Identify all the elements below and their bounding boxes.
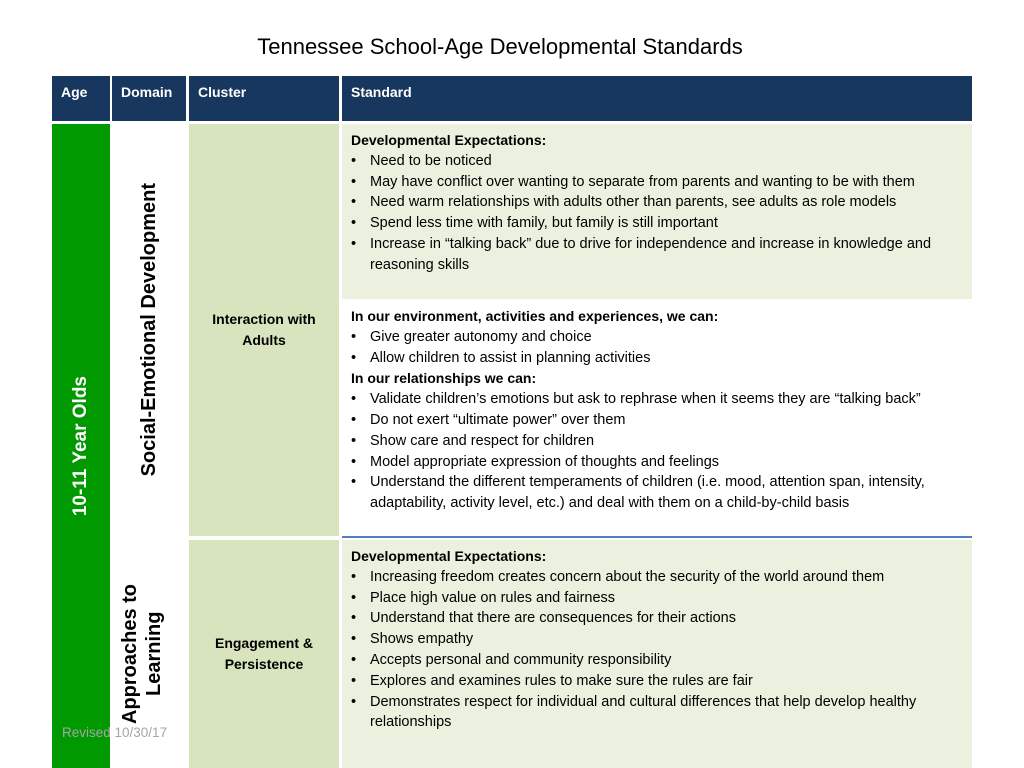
- section-heading: In our environment, activities and experiences, we can:: [351, 308, 719, 324]
- list-item: • Spend less time with family, but family is still important: [351, 213, 963, 234]
- list-item: • Increasing freedom creates concern about the security of the world around them: [351, 567, 963, 588]
- list-item: • Understand the different temperaments of children (i.e. mood, attention span, intensity, adaptability, activity level, etc.) and deal with them on a child-by-child basis: [351, 472, 963, 514]
- header-domain: Domain: [112, 76, 186, 121]
- row-divider: [342, 536, 972, 538]
- standard-section-we-can: [342, 300, 972, 536]
- list-item: • Increase in “talking back” due to drive for independence and increase in knowledge and reasoning skills: [351, 234, 963, 276]
- standard-section-expectations-1: [342, 124, 972, 299]
- cluster-label-engagement: Engagement & Persistence: [214, 635, 313, 672]
- list-item: • Shows empathy: [351, 629, 963, 650]
- domain-label-approaches: Approaches to Learning: [119, 583, 165, 725]
- standard-section-expectations-2: [342, 540, 972, 768]
- list-item: • Place high value on rules and fairness: [351, 588, 963, 609]
- page-title: Tennessee School-Age Developmental Standards: [257, 34, 743, 59]
- list-item: • Need warm relationships with adults other than parents, see adults as role models: [351, 192, 963, 213]
- domain-cell-social-emotional: [112, 124, 186, 536]
- list-item: • Need to be noticed: [351, 151, 963, 172]
- header-standard: Standard: [342, 76, 972, 121]
- list-item: • Model appropriate expression of thoughts and feelings: [351, 452, 963, 473]
- section-heading: In our relationships we can:: [351, 370, 537, 387]
- list-item: • May have conflict over wanting to separate from parents and wanting to be with them: [351, 172, 963, 193]
- list-item: • Explores and examines rules to make sure the rules are fair: [351, 671, 963, 692]
- header-age: Age: [52, 76, 110, 121]
- revised-date: Revised 10/30/17: [62, 725, 168, 740]
- section-heading: Developmental Expectations:: [351, 548, 547, 564]
- list-item: • Allow children to assist in planning activities: [351, 348, 963, 369]
- cluster-label-interaction: Interaction with Adults: [212, 311, 316, 348]
- list-item: • Validate children’s emotions but ask to rephrase when it seems they are “talking back”: [351, 389, 963, 410]
- age-cell: [52, 124, 110, 768]
- list-item: • Demonstrates respect for individual and cultural differences that help develop healthy relationships: [351, 692, 963, 734]
- age-label: 10-11 Year Olds: [70, 375, 91, 517]
- list-item: • Accepts personal and community responsibility: [351, 650, 963, 671]
- list-item: • Give greater autonomy and choice: [351, 327, 963, 348]
- domain-label-social-emotional: Social-Emotional Development: [138, 183, 160, 477]
- section-heading: Developmental Expectations:: [351, 132, 547, 148]
- list-item: • Understand that there are consequences for their actions: [351, 608, 963, 629]
- list-item: • Show care and respect for children: [351, 431, 963, 452]
- cluster-cell-engagement: [189, 540, 339, 768]
- cluster-cell-interaction: [189, 124, 339, 536]
- header-cluster: Cluster: [189, 76, 339, 121]
- list-item: • Do not exert “ultimate power” over them: [351, 410, 963, 431]
